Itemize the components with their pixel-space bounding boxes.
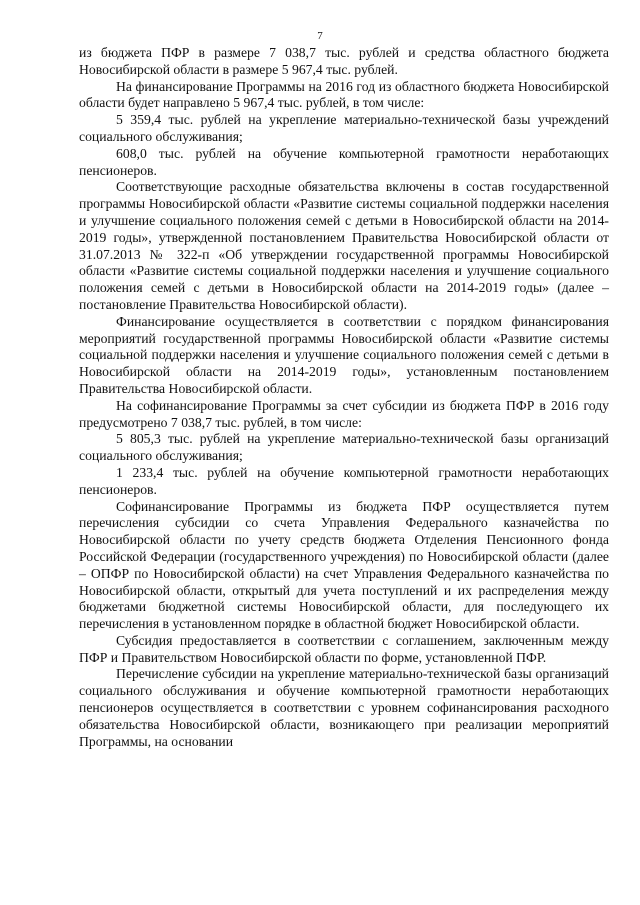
paragraph-financing-order: Финансирование осуществляется в соответствии с порядком финансирования мероприятий государственной программы Новосибирской области «Развитие системы социальной поддержки населения и улучшение социального положения семей с детьми в Новосибирской области на 2014-2019 годы», установленным постановлением Правительства Новосибирской области. — [79, 313, 609, 396]
paragraph-cofinancing-pfr: На софинансирование Программы за счет субсидии из бюджета ПФР в 2016 году предусмотрено 7 038,7 тыс. рублей, в том числе: — [79, 397, 609, 430]
document-body — [79, 45, 609, 750]
paragraph-subsidy-transfer: Перечисление субсидии на укрепление материально-технической базы организаций социального обслуживания и обучение компьютерной грамотности неработающих пенсионеров осуществляется в соответствии с уровнем софинансирования расходного обязательства Новосибирской области, возникающего при реализации мероприятий Программы, на основании — [79, 666, 609, 749]
paragraph-funding-2016: На финансирование Программы на 2016 год из областного бюджета Новосибирской области будет направлено 5 967,4 тыс. рублей, в том числе: — [79, 78, 609, 111]
paragraph-cofinancing-item-training: 1 233,4 тыс. рублей на обучение компьютерной грамотности неработающих пенсионеров. — [79, 464, 609, 497]
paragraph-funding-item-equipment: 5 359,4 тыс. рублей на укрепление материально-технической базы учреждений социального обслуживания; — [79, 112, 609, 144]
paragraph-continuation: из бюджета ПФР в размере 7 038,7 тыс. рублей и средства областного бюджета Новосибирской области в размере 5 967,4 тыс. рублей. — [79, 45, 609, 77]
paragraph-obligations: Соответствующие расходные обязательства включены в состав государственной программы Новосибирской области «Развитие системы социальной поддержки населения и улучшение социального положения семей с детьми в Новосибирской области на 2014-2019 годы», утвержденной постановлением Правительства Новосибирской области от 31.07.2013 № 322-п «Об утверждении государственной программы Новосибирской области «Развитие системы социальной поддержки населения и улучшение социального положения семей с детьми в Новосибирской области на 2014-2019 годы» (далее – постановление Правительства Новосибирской области). — [79, 179, 609, 312]
paragraph-funding-item-training: 608,0 тыс. рублей на обучение компьютерной грамотности неработающих пенсионеров. — [79, 145, 609, 178]
page-number: 7 — [317, 30, 323, 42]
paragraph-cofinancing-item-equipment: 5 805,3 тыс. рублей на укрепление материально-технической базы организаций социального обслуживания; — [79, 431, 609, 464]
paragraph-subsidy-agreement: Субсидия предоставляется в соответствии с соглашением, заключенным между ПФР и Правительством Новосибирской области по форме, установленной ПФР. — [79, 632, 609, 665]
paragraph-transfer-procedure: Софинансирование Программы из бюджета ПФР осуществляется путем перечисления субсидии со счета Управления Федерального казначейства по Новосибирской области по учету средств бюджета Отделения Пенсионного фонда Российской Федерации (государственного учреждения) по Новосибирской области (далее – ОПФР по Новосибирской области) на счет Управления Федерального казначейства по Новосибирской области, открытый для учета поступлений и их распределения между бюджетами бюджетной системы Новосибирской области, для последующего их перечисления в установленном порядке в областной бюджет Новосибирской области. — [79, 498, 609, 632]
